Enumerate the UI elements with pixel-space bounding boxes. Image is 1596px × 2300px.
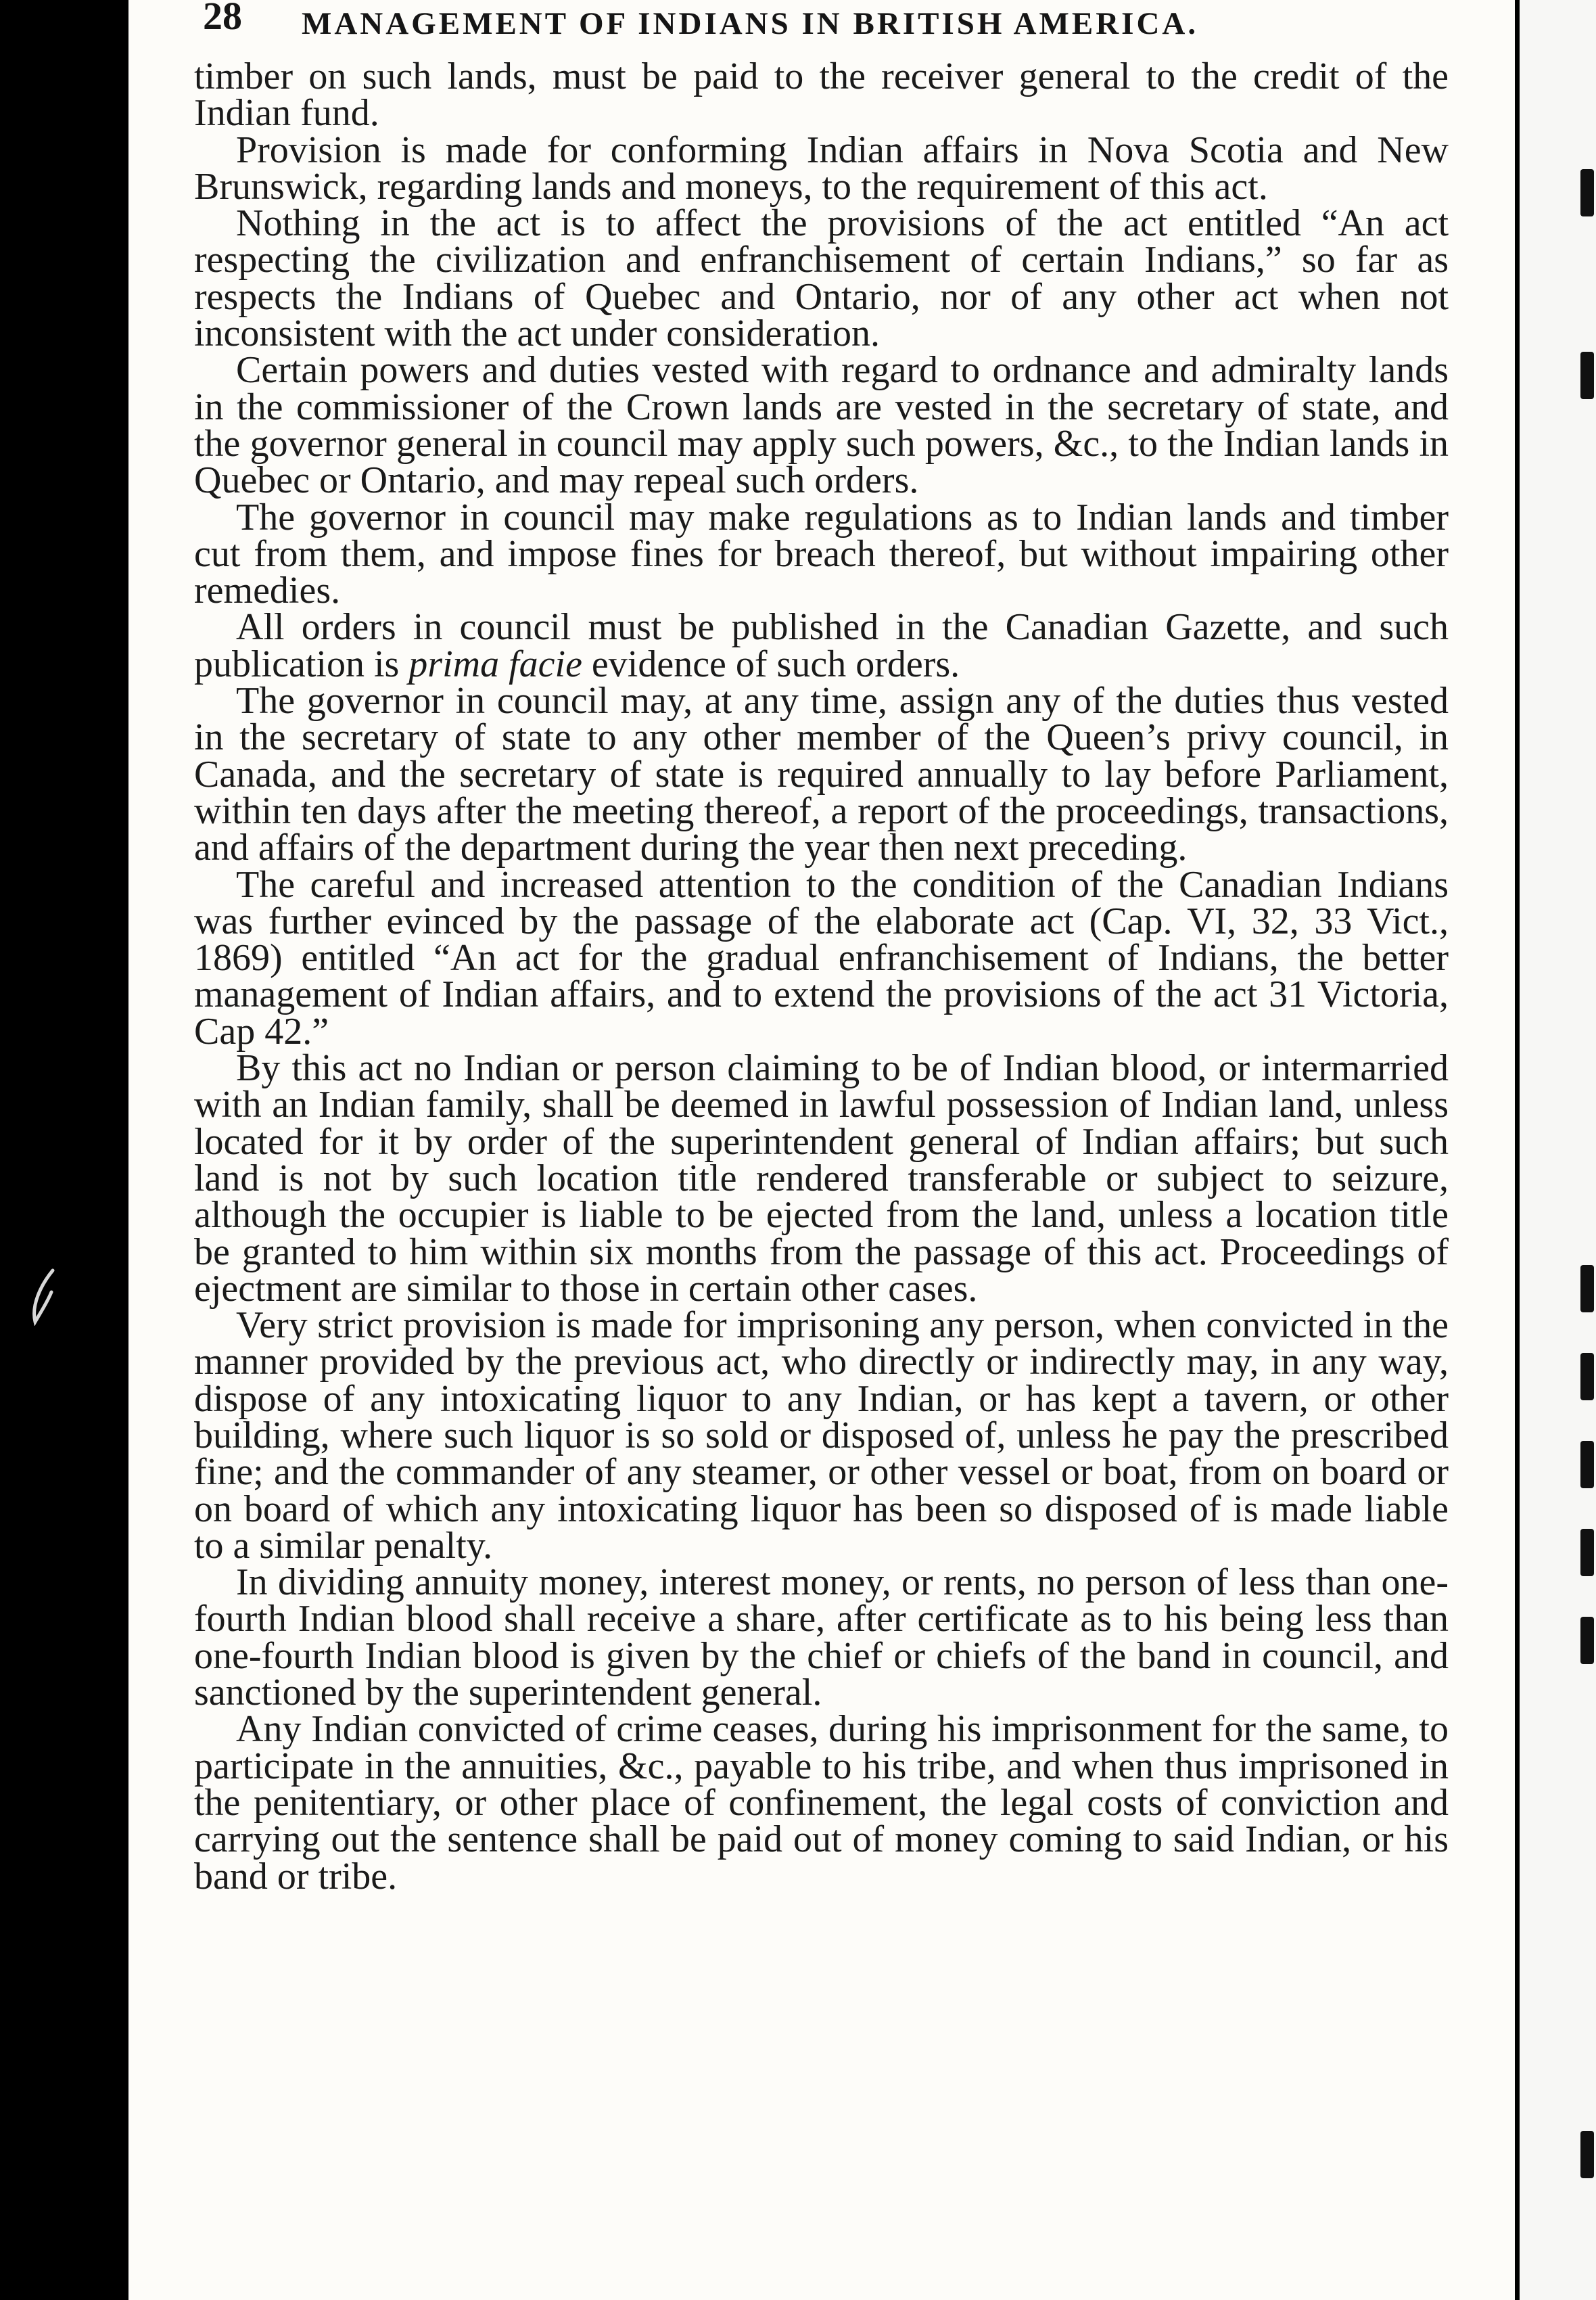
paragraph-nova-scotia: Provision is made for conforming Indian affairs in Nova Scotia and New Brunswick, regarding lands and moneys, to the requirement of this act.: [194, 129, 1449, 208]
bleed-through-mark: [1580, 169, 1594, 216]
paragraph-continuation: timber on such lands, must be paid to the receiver general to the credit of the Indian fund.: [194, 55, 1449, 135]
bleed-through-mark: [1580, 1529, 1594, 1576]
paragraph-liquor: Very strict provision is made for imprisoning any person, when convicted in the manner provided by the previous act, who directly or indirectly may, in any way, dispose of any intoxicating liquor to any Indian, or has kept a tavern, or other building, where such liquor is so sold or disposed of, unless he pay the prescribed fine; and the commander of any steamer, or other vessel or boat, from on board or on board of which any intoxicating liquor has been so disposed of is made liable to a similar penalty.: [194, 1304, 1449, 1567]
gazette-emphasis: prima facie: [408, 643, 582, 685]
book-page: [128, 0, 1515, 2300]
bleed-through-mark: [1580, 1617, 1594, 1664]
pencil-margin-mark-icon: [20, 1265, 81, 1326]
paragraph-privy-council: The governor in council may, at any time, assign any of the duties thus vested in the secretary of state to any other member of the Queen’s privy council, in Canada, and the secretary of state is required annually to lay before Parliament, within ten days after the meeting thereof, a report of the proceedings, transactions, and affairs of the department during the year then next preceding.: [194, 680, 1449, 869]
gazette-text-before: All orders in council must be published in the Canadian Gazette, and such publication is: [194, 606, 1449, 685]
paragraph-act-provisions: Nothing in the act is to affect the provisions of the act entitled “An act respecting the civilization and enfranchisement of certain Indians,” so far as respects the Indians of Quebec and Ontario, nor of any other act when not inconsistent with the act under consideration.: [194, 202, 1449, 355]
gazette-text-after: evidence of such orders.: [582, 643, 960, 685]
running-title: MANAGEMENT OF INDIANS IN BRITISH AMERICA.: [302, 6, 1199, 41]
paragraph-crime: Any Indian convicted of crime ceases, during his imprisonment for the same, to participate in the annuities, &c., payable to his tribe, and when thus imprisoned in the penitentiary, or other place of confinement, the legal costs of conviction and carrying out the sentence shall be paid out of money coming to said Indian, or his band or tribe.: [194, 1708, 1449, 1898]
paragraph-enfranchisement-act: The careful and increased attention to the condition of the Canadian Indians was further evinced by the passage of the elaborate act (Cap. VI, 32, 33 Vict., 1869) entitled “An act for the gradual enfranchisement of Indians, the better management of Indian affairs, and to extend the provisions of the act 31 Victoria, Cap 42.”: [194, 863, 1449, 1053]
adjacent-page-edge: [1520, 0, 1596, 2300]
page-header: [203, 0, 1407, 47]
body-text: [194, 55, 1449, 1898]
paragraph-annuity: In dividing annuity money, interest money, or rents, no person of less than one-fourth Indian blood shall receive a share, after certificate as to his being less than one-fourth Indian blood is given by the chief or chiefs of the band in council, and sanctioned by the superintendent general.: [194, 1561, 1449, 1714]
paragraph-ordnance-lands: Certain powers and duties vested with regard to ordnance and admiralty lands in the commissioner of the Crown lands are vested in the secretary of state, and the governor general in council may apply such powers, &c., to the Indian lands in Quebec or Ontario, and may repeal such orders.: [194, 349, 1449, 502]
paragraph-land-possession: By this act no Indian or person claiming to be of Indian blood, or intermarried with an Indian family, shall be deemed in lawful possession of Indian land, unless located for it by order of the superintendent general of Indian affairs; but such land is not by such location title rendered transferable or subject to seizure, although the occupier is liable to be ejected from the land, unless a location title be granted to him within six months from the passage of this act. Proceedings of ejectment are similar to those in certain other cases.: [194, 1047, 1449, 1310]
page-number: 28: [203, 0, 242, 38]
bleed-through-mark: [1580, 1353, 1594, 1400]
bleed-through-mark: [1580, 1265, 1594, 1312]
paragraph-gazette: [194, 606, 1449, 685]
bleed-through-mark: [1580, 1441, 1594, 1488]
bleed-through-mark: [1580, 2131, 1594, 2178]
bleed-through-mark: [1580, 352, 1594, 399]
paragraph-regulations: The governor in council may make regulations as to Indian lands and timber cut from them, and impose fines for breach thereof, but without impairing other remedies.: [194, 496, 1449, 612]
